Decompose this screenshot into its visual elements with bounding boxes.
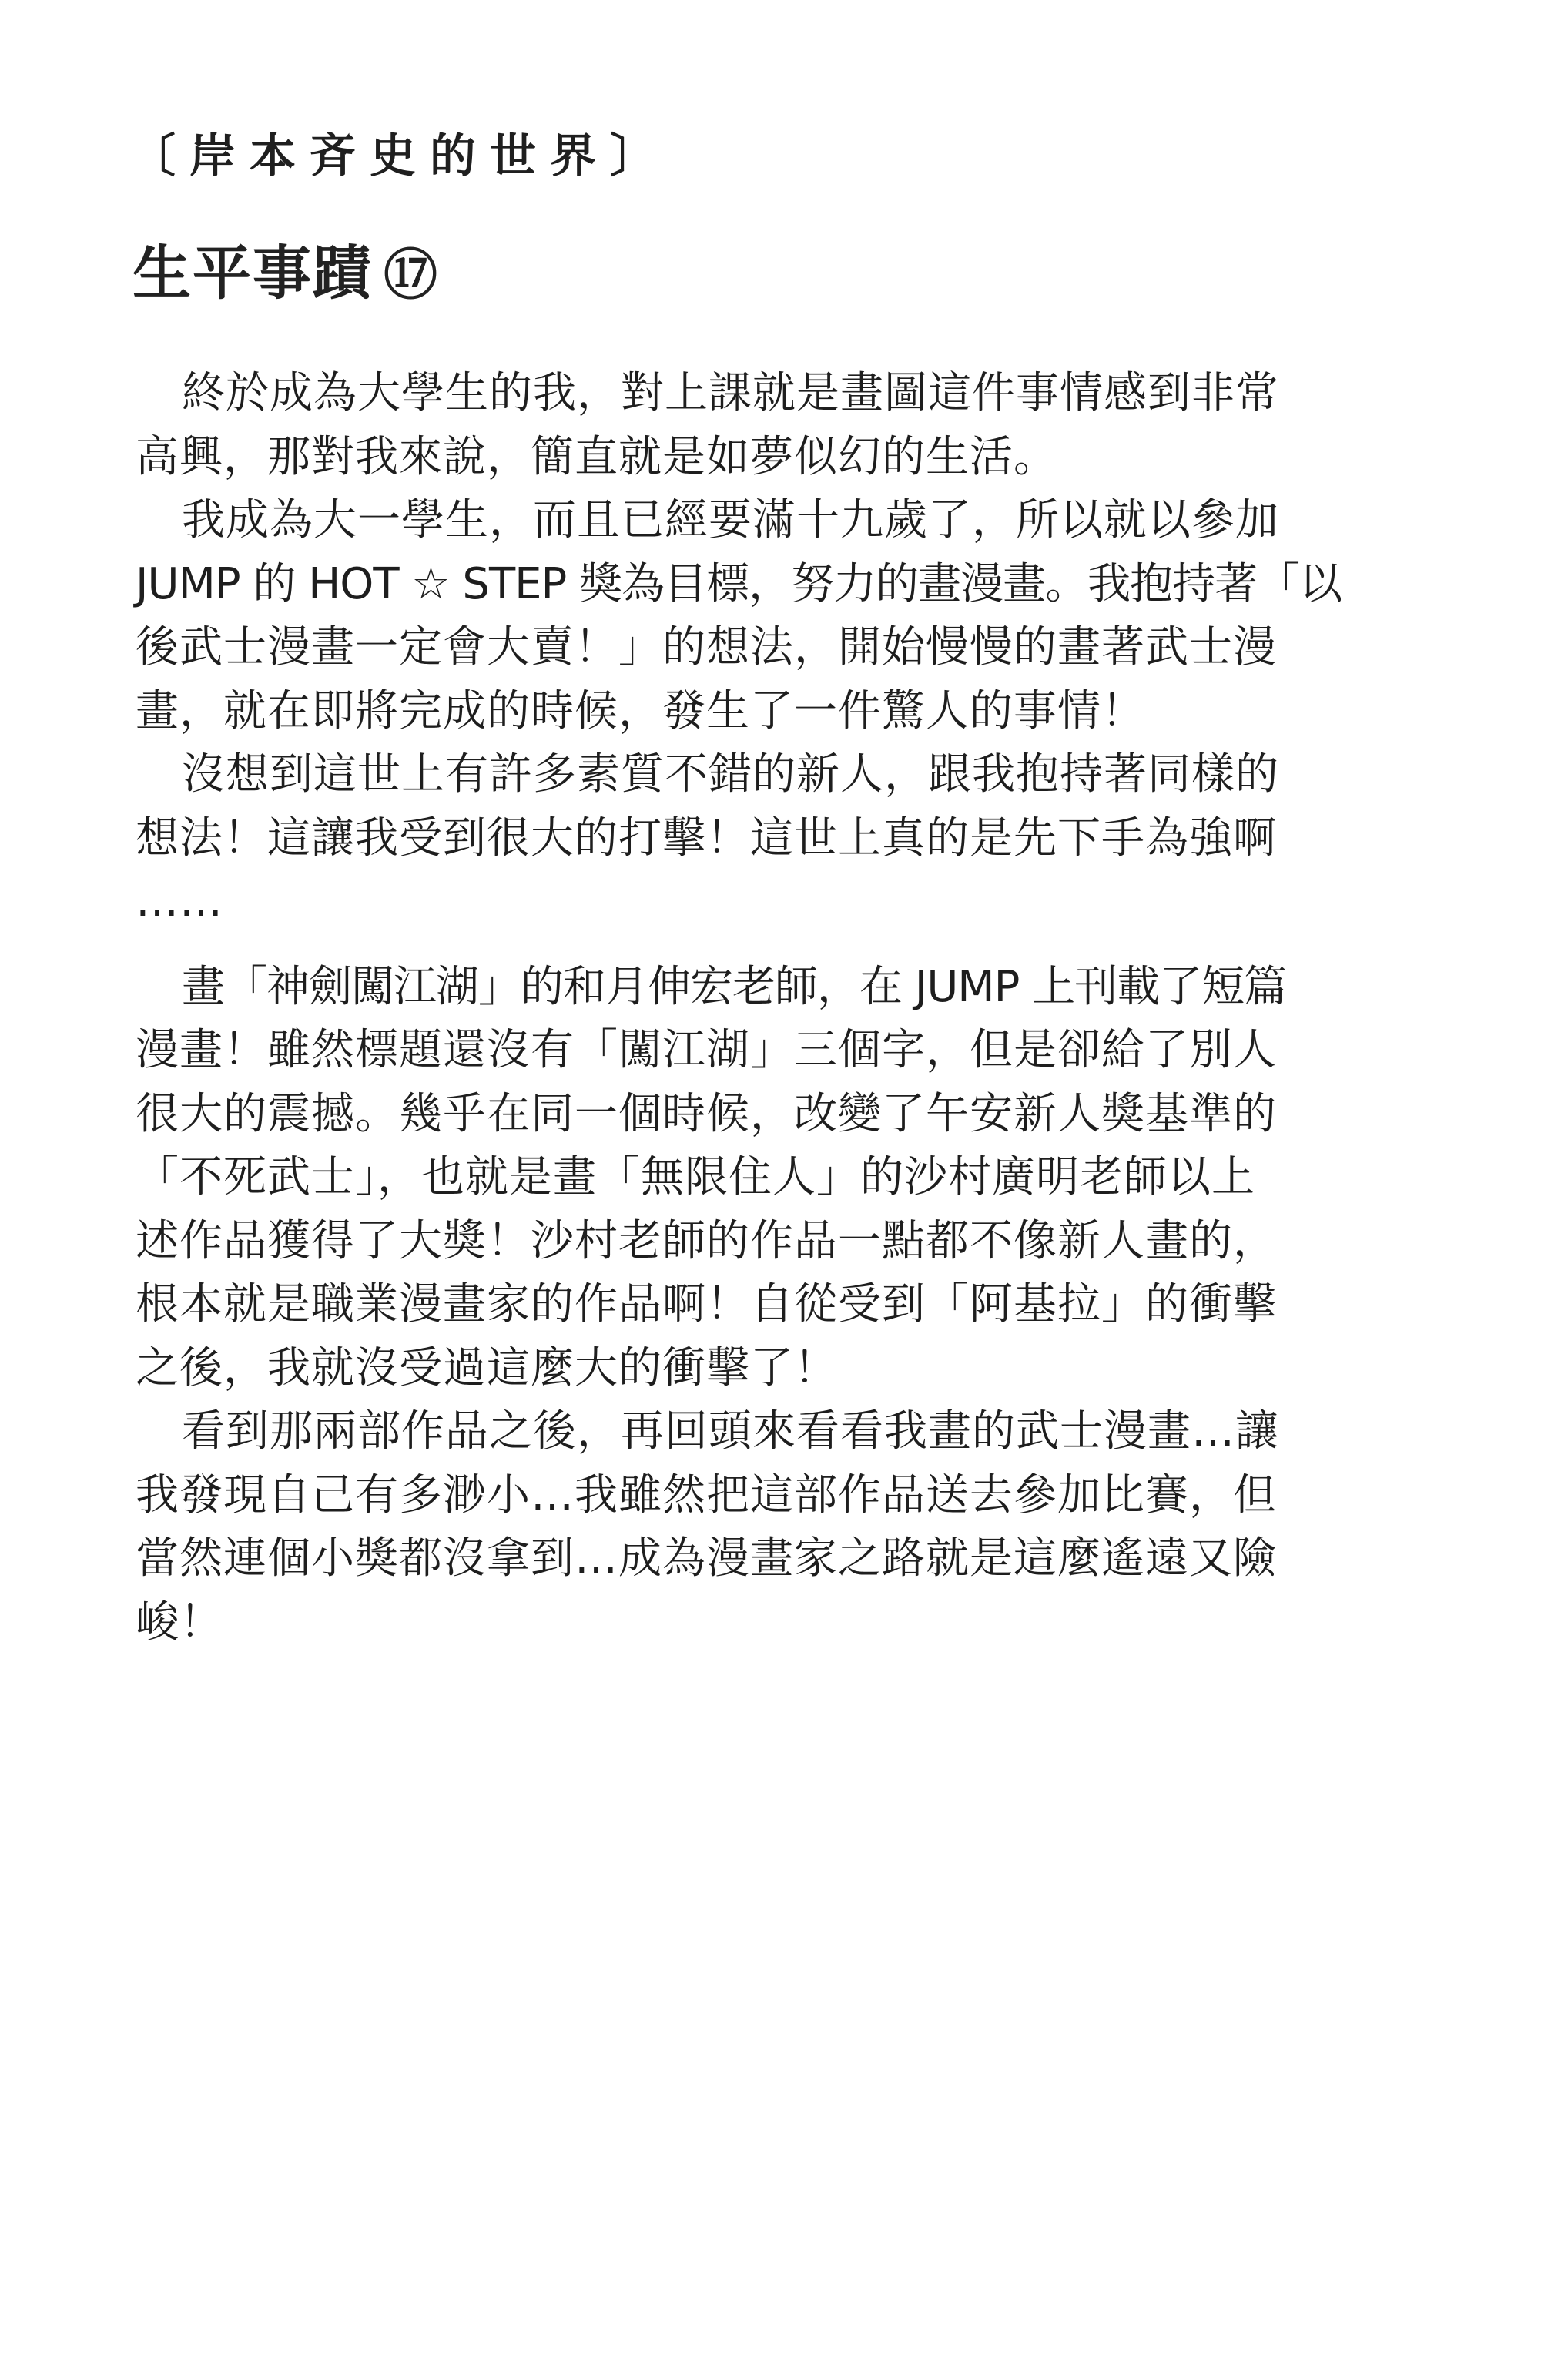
text-line: 很大的震撼。幾乎在同一個時候，改變了午安新人獎基準的 — [136, 1088, 1277, 1139]
text-line: 終於成為大學生的我，對上課就是畫圖這件事情感到非常 — [182, 368, 1279, 418]
chapter-number-badge: ⑰ — [384, 243, 439, 307]
paragraph-gap — [136, 934, 1429, 956]
text-line: 漫畫！雖然標題還沒有「闖江湖」三個字，但是卻給了別人 — [136, 1025, 1277, 1075]
paragraph — [136, 956, 1429, 1401]
text-line: JUMP 的 HOT ☆ STEP 獎為目標，努力的畫漫畫。我抱持著「以 — [136, 558, 1342, 609]
paragraph — [136, 743, 1429, 934]
text-line: 看到那兩部作品之後，再回頭來看看我畫的武士漫畫…讓 — [182, 1406, 1279, 1456]
text-line: …… — [136, 876, 223, 927]
text-line: 沒想到這世上有許多素質不錯的新人，跟我抱持著同樣的 — [182, 749, 1279, 799]
paragraph — [136, 362, 1429, 489]
series-header: 〔岸本斉史的世界〕 — [129, 129, 670, 183]
text-line: 我成為大一學生，而且已經要滿十九歲了，所以就以參加 — [182, 495, 1279, 545]
text-line: 我發現自己有多渺小…我雖然把這部作品送去參加比賽，但 — [136, 1470, 1277, 1520]
text-line: 峻！ — [136, 1597, 223, 1647]
chapter-title-text: 生平事蹟 — [132, 239, 373, 307]
paragraph — [136, 489, 1429, 743]
chapter-title — [132, 239, 439, 310]
text-line: 之後，我就沒受過這麼大的衝擊了！ — [136, 1342, 838, 1393]
paragraph — [136, 1400, 1429, 1654]
text-line: 後武士漫畫一定會大賣！」的想法，開始慢慢的畫著武士漫 — [136, 622, 1277, 672]
text-line: 畫，就在即將完成的時候，發生了一件驚人的事情！ — [136, 685, 1145, 736]
text-line: 想法！這讓我受到很大的打擊！這世上真的是先下手為強啊 — [136, 813, 1277, 863]
text-line: 根本就是職業漫畫家的作品啊！自從受到「阿基拉」的衝擊 — [136, 1279, 1277, 1329]
text-line: 「不死武士」，也就是畫「無限住人」的沙村廣明老師以上 — [136, 1152, 1255, 1202]
text-line: 高興，那對我來說，簡直就是如夢似幻的生活。 — [136, 431, 1057, 482]
article-body — [136, 362, 1429, 1654]
text-line: 畫「神劍闖江湖」的和月伸宏老師，在 JUMP 上刊載了短篇 — [182, 961, 1287, 1012]
text-line: 述作品獲得了大獎！沙村老師的作品一點都不像新人畫的， — [136, 1215, 1277, 1266]
text-line: 當然連個小獎都沒拿到…成為漫畫家之路就是這麼遙遠又險 — [136, 1533, 1277, 1583]
